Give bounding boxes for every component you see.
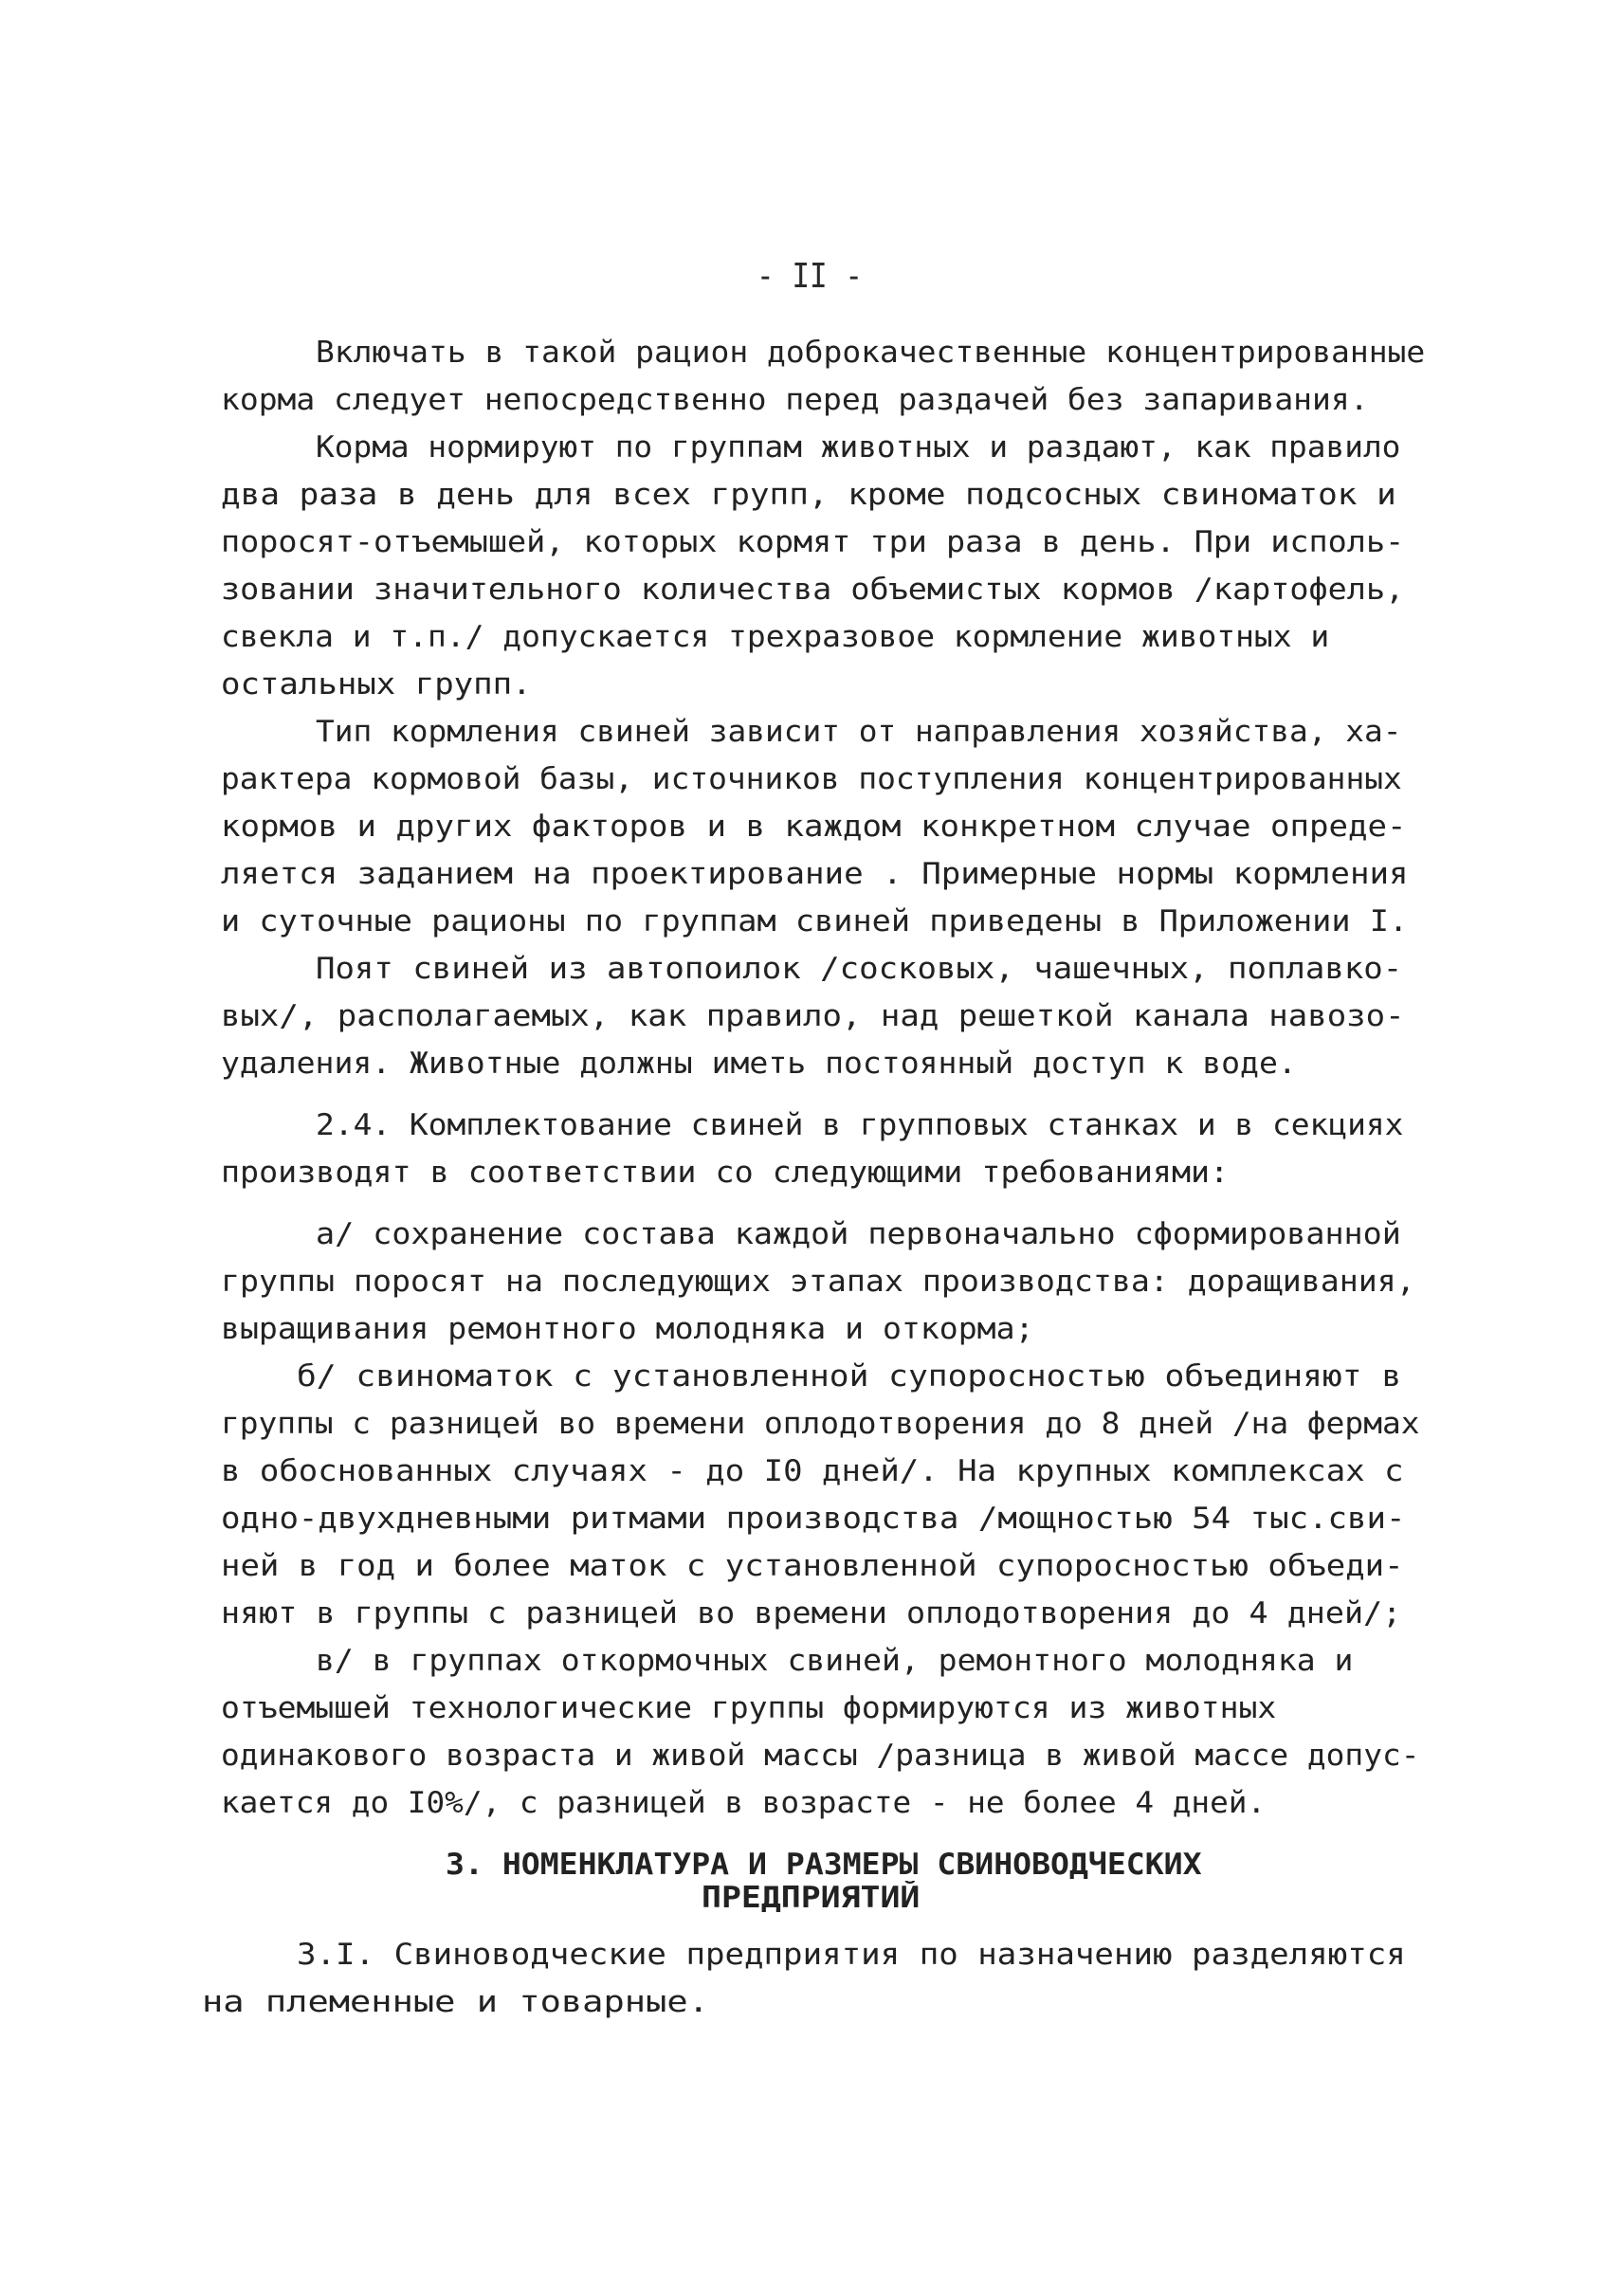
text-line: корма следует непосредственно перед раздачей без запаривания. bbox=[221, 383, 1369, 417]
text-line: выращивания ремонтного молодняка и откорма; bbox=[221, 1312, 1034, 1346]
text-line: Тип кормления свиней зависит от направления хозяйства, ха- bbox=[316, 715, 1402, 749]
text-line: остальных групп. bbox=[221, 667, 532, 702]
text-line: Корма нормируют по группам животных и раздают, как правило bbox=[316, 430, 1401, 465]
text-line: ней в год и более маток с установленной супоросностью объеди- bbox=[221, 1549, 1404, 1583]
text-line: в/ в группах откормочных свиней, ремонтного молодняка и bbox=[316, 1644, 1354, 1678]
text-line: вых/, располагаемых, как правило, над решеткой канала навозо- bbox=[221, 999, 1405, 1033]
text-line: два раза в день для всех групп, кроме подсосных свиноматок и bbox=[221, 478, 1396, 512]
text-line: на племенные и товарные. bbox=[202, 1985, 709, 2019]
text-line: отъемышей технологические группы формируются из животных bbox=[221, 1691, 1277, 1725]
text-line: в обоснованных случаях - до I0 дней/. На крупных комплексах с bbox=[221, 1454, 1404, 1488]
text-line: Поят свиней из автопоилок /сосковых, чашечных, поплавко- bbox=[316, 952, 1403, 986]
text-line: 3.I. Свиноводческие предприятия по назначению разделяются bbox=[297, 1938, 1406, 1972]
text-line: 2.4. Комплектование свиней в групповых станках и в секциях bbox=[316, 1108, 1404, 1142]
text-line: свекла и т.п./ допускается трехразовое кормление животных и bbox=[221, 620, 1330, 654]
text-line: группы поросят на последующих этапах производства: доращивания, bbox=[221, 1265, 1415, 1299]
text-line: поросят-отъемышей, которых кормят три раза в день. При исполь- bbox=[221, 525, 1405, 559]
text-line: производят в соответствии со следующими требованиями: bbox=[221, 1156, 1230, 1190]
text-line: одно-двухдневными ритмами производства /мощностью 54 тыс.сви- bbox=[221, 1502, 1406, 1536]
section-heading-continuation: ПРЕДПРИЯТИЙ bbox=[702, 1881, 921, 1915]
text-line: одинакового возраста и живой массы /разница в живой массе допус- bbox=[221, 1739, 1420, 1773]
text-line: няют в группы с разницей во времени оплодотворения до 4 дней/; bbox=[221, 1596, 1402, 1631]
text-line: кается до I0%/, с разницей в возрасте - не более 4 дней. bbox=[221, 1786, 1267, 1820]
text-line: удаления. Животные должны иметь постоянный доступ к воде. bbox=[221, 1047, 1297, 1081]
section-heading: 3. НОМЕНКЛАТУРА И РАЗМЕРЫ СВИНОВОДЧЕСКИХ bbox=[446, 1848, 1202, 1882]
text-line: рактера кормовой базы, источников поступления концентрированных bbox=[221, 762, 1402, 796]
text-line: а/ сохранение состава каждой первоначально сформированной bbox=[316, 1217, 1401, 1251]
text-line: б/ свиноматок с установленной супоросностью объединяют в bbox=[297, 1359, 1402, 1394]
text-line: и суточные рационы по группам свиней приведены в Приложении I. bbox=[221, 904, 1409, 938]
page-number: - II - bbox=[757, 257, 864, 296]
text-line: зовании значительного количества объемистых кормов /картофель, bbox=[221, 573, 1405, 607]
text-line: группы с разницей во времени оплодотворения до 8 дней /на фермах bbox=[221, 1407, 1420, 1441]
text-line: кормов и других факторов и в каждом конкретном случае опреде- bbox=[221, 810, 1407, 844]
text-line: Включать в такой рацион доброкачественные концентрированные bbox=[316, 336, 1426, 370]
text-line: ляется заданием на проектирование . Примерные нормы кормления bbox=[221, 857, 1409, 891]
